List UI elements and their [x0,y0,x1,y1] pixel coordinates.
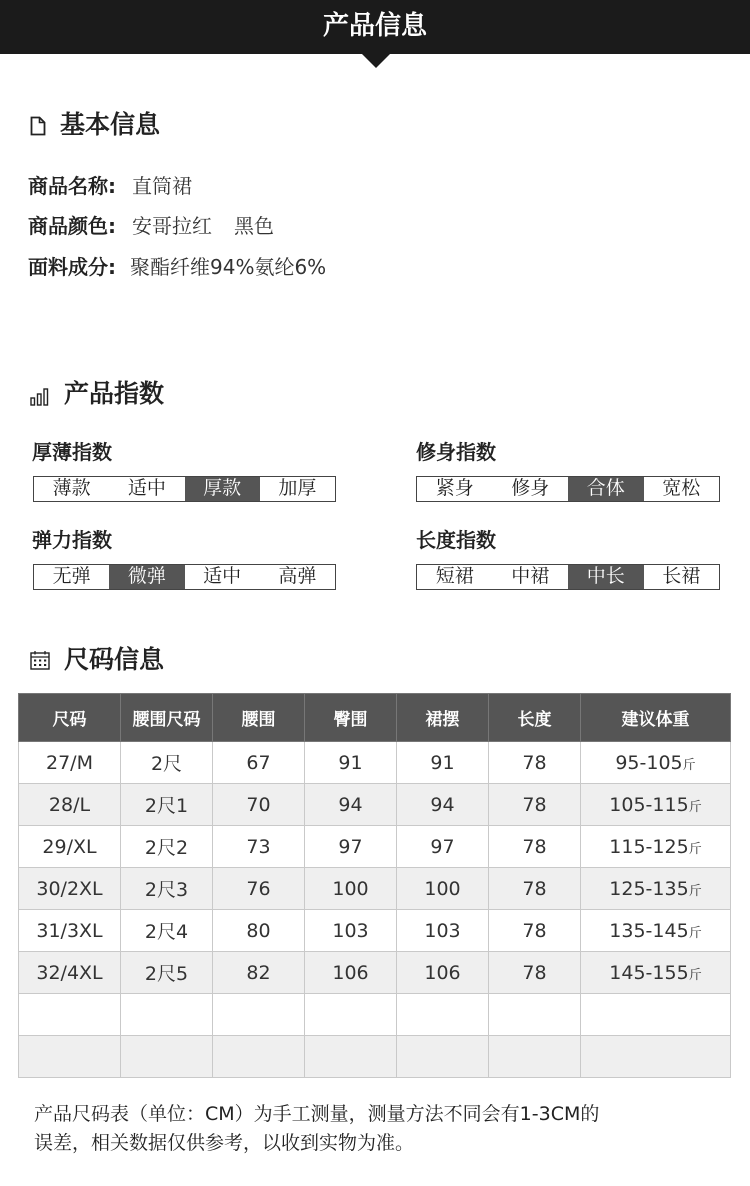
document-icon [30,116,46,136]
cell-value: 78 [522,919,547,942]
weight-unit: 斤 [688,883,702,899]
table-cell [489,784,581,826]
column-header: 臀围 [305,694,397,742]
size-info-title: 尺码信息 [64,645,165,674]
table-cell [397,868,489,910]
cell-value: 95-105 [615,751,683,774]
cell-value: 70 [246,793,271,816]
info-label: 商品颜色: [28,214,116,238]
table-row [19,952,731,994]
cell-value: 78 [522,793,547,816]
table-cell [19,1036,121,1078]
table-cell [121,1036,213,1078]
info-value-secondary: 黑色 [234,214,274,238]
table-cell [397,826,489,868]
table-cell [121,784,213,826]
scale-option: 无弹 [52,565,91,587]
table-cell [305,868,397,910]
cell-value: 97 [430,835,455,858]
size-table [18,693,731,1078]
table-cell [19,826,121,868]
table-cell [397,910,489,952]
table-cell [581,952,731,994]
table-cell [213,910,305,952]
weight-unit: 斤 [688,799,702,815]
measurement-note [34,1100,724,1158]
scale-option-selected: 合体 [568,477,644,501]
cell-value: 135-145 [609,919,689,942]
scale-fit [416,476,720,502]
scale-option: 修身 [511,477,550,499]
table-cell [121,826,213,868]
scale-option-selected: 中长 [568,565,644,589]
table-cell [19,742,121,784]
index-label-elasticity: 弹力指数 [32,528,112,552]
table-cell [213,826,305,868]
cell-value: 2尺3 [144,879,189,901]
cell-value: 2尺2 [144,837,189,859]
table-cell [489,1036,581,1078]
table-cell [213,994,305,1036]
basic-info-title: 基本信息 [60,110,161,139]
table-cell [489,952,581,994]
table-cell [305,826,397,868]
table-cell [397,784,489,826]
cell-value: 31/3XL [36,919,103,942]
table-cell [213,784,305,826]
scale-option: 宽松 [662,477,701,499]
index-label-fit: 修身指数 [416,440,496,464]
cell-value: 29/XL [42,835,97,858]
cell-value: 125-135 [609,877,689,900]
table-cell [213,1036,305,1078]
info-row-fabric [28,252,326,282]
column-header: 长度 [489,694,581,742]
cell-value: 78 [522,835,547,858]
cell-value: 94 [430,793,455,816]
table-cell [305,994,397,1036]
table-cell [581,994,731,1036]
weight-unit: 斤 [688,925,702,941]
scale-option: 中裙 [511,565,550,587]
cell-value: 100 [424,877,461,900]
cell-value: 76 [246,877,271,900]
table-cell [305,910,397,952]
cell-value: 82 [246,961,271,984]
scale-option: 适中 [203,565,242,587]
scale-option-selected: 微弹 [109,565,184,589]
column-header: 腰围 [213,694,305,742]
cell-value: 30/2XL [36,877,103,900]
scale-elasticity [33,564,336,590]
table-cell [19,952,121,994]
table-cell [213,742,305,784]
cell-value: 67 [246,751,271,774]
table-cell [489,742,581,784]
info-value: 聚酯纤维94%氨纶6% [130,255,327,279]
table-cell [19,910,121,952]
table-cell [581,1036,731,1078]
index-label-length: 长度指数 [416,528,496,552]
table-cell [581,826,731,868]
index-label-thickness: 厚薄指数 [32,440,112,464]
header-title: 产品信息 [322,11,427,41]
bar-chart-icon [30,388,50,406]
cell-value: 106 [332,961,369,984]
table-cell [305,742,397,784]
table-row [19,1036,731,1078]
cell-value: 2尺1 [144,795,189,817]
table-cell [121,910,213,952]
cell-value: 115-125 [609,835,689,858]
calendar-grid-icon [30,651,50,670]
scale-length [416,564,720,590]
cell-value: 80 [246,919,271,942]
column-header: 裙摆 [397,694,489,742]
cell-value: 78 [522,751,547,774]
weight-unit: 斤 [682,757,696,773]
scale-option: 薄款 [52,477,91,499]
table-cell [581,784,731,826]
indices-title: 产品指数 [64,379,165,408]
table-header-row [19,694,731,742]
table-cell [397,742,489,784]
column-header: 建议体重 [581,694,731,742]
cell-value: 100 [332,877,369,900]
table-row [19,826,731,868]
table-cell [397,952,489,994]
cell-value: 91 [430,751,455,774]
table-row [19,742,731,784]
table-cell [581,742,731,784]
cell-value: 103 [424,919,461,942]
table-cell [213,952,305,994]
table-cell [581,910,731,952]
cell-value: 2尺5 [144,963,189,985]
scale-option: 短裙 [435,565,474,587]
table-cell [121,994,213,1036]
note-line: 产品尺码表（单位：CM）为手工测量，测量方法不同会有1-3CM的 [34,1103,600,1125]
cell-value: 2尺4 [144,921,189,943]
scale-thickness [33,476,336,502]
cell-value: 27/M [46,751,93,774]
cell-value: 106 [424,961,461,984]
cell-value: 78 [522,961,547,984]
cell-value: 94 [338,793,363,816]
scale-option: 紧身 [435,477,474,499]
table-cell [305,952,397,994]
cell-value: 32/4XL [36,961,103,984]
table-cell [305,784,397,826]
scale-option-selected: 厚款 [185,477,260,501]
info-row-name [28,171,192,201]
table-cell [121,742,213,784]
weight-unit: 斤 [688,841,702,857]
scale-option: 加厚 [278,477,317,499]
table-cell [121,952,213,994]
table-cell [121,868,213,910]
weight-unit: 斤 [688,967,702,983]
table-cell [19,784,121,826]
scale-option: 高弹 [278,565,317,587]
info-value: 安哥拉红 [132,214,212,238]
cell-value: 73 [246,835,271,858]
table-cell [305,1036,397,1078]
table-row [19,868,731,910]
cell-value: 105-115 [609,793,689,816]
table-cell [213,868,305,910]
table-cell [489,826,581,868]
header-notch [362,54,390,68]
table-row [19,784,731,826]
cell-value: 2尺 [150,753,183,775]
info-label: 商品名称: [28,174,116,198]
cell-value: 97 [338,835,363,858]
table-row [19,910,731,952]
table-cell [489,910,581,952]
table-row [19,994,731,1036]
table-cell [19,994,121,1036]
cell-value: 145-155 [609,961,689,984]
table-cell [489,868,581,910]
table-cell [489,994,581,1036]
column-header: 尺码 [19,694,121,742]
cell-value: 78 [522,877,547,900]
table-cell [19,868,121,910]
note-line: 误差，相关数据仅供参考，以收到实物为准。 [34,1132,415,1154]
info-value: 直筒裙 [132,174,192,198]
info-label: 面料成分: [28,255,116,279]
column-header: 腰围尺码 [121,694,213,742]
cell-value: 91 [338,751,363,774]
table-cell [581,868,731,910]
cell-value: 28/L [48,793,91,816]
scale-option: 长裙 [662,565,701,587]
table-cell [397,1036,489,1078]
scale-option: 适中 [127,477,166,499]
cell-value: 103 [332,919,369,942]
info-row-color [28,211,274,241]
table-cell [397,994,489,1036]
